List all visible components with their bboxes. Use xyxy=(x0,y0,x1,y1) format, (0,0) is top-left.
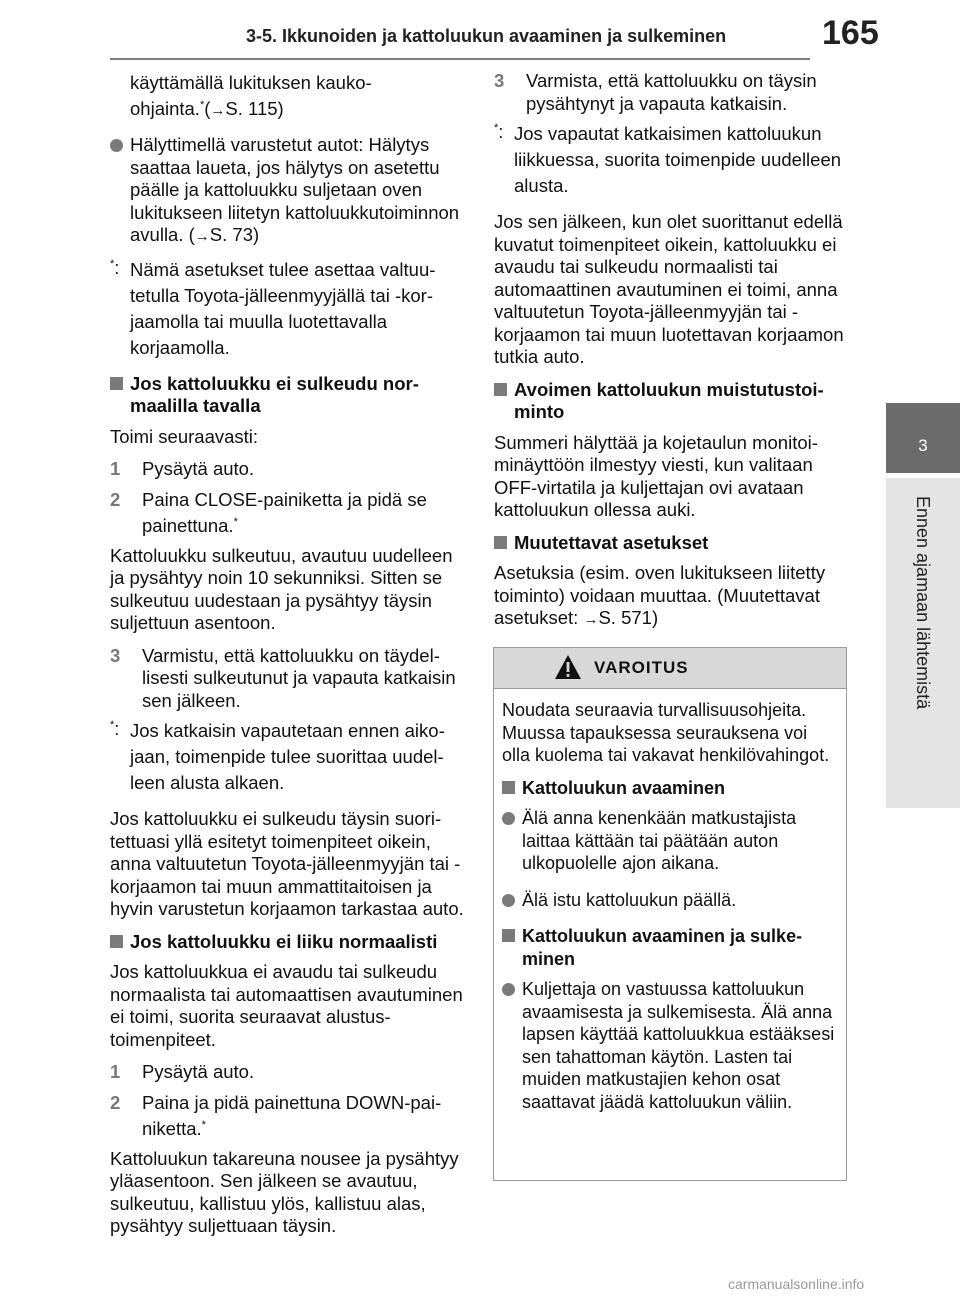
bullet-text: Älä istu kattoluukun päällä. xyxy=(522,889,737,910)
footnote-text: Jos katkaisin vapautetaan ennen aikojaan, toimenpide tulee suorittaa uudelleen alusta alkaen. xyxy=(130,720,445,793)
section-heading xyxy=(110,373,466,418)
warning-triangle-icon xyxy=(554,654,582,680)
arrow-right-icon: → xyxy=(210,102,226,119)
asterisk-icon: *: xyxy=(494,121,504,142)
bullet-text: Kuljettaja on vastuussa kattoluukun avaamisesta ja sulkemisesta. Älä anna lapsen käyttää kattoluukkua estääksesi sen tahattoman käytön. Lasten tai muiden matkustajien kehon osat saattavat jäädä kattoluukun väliin. xyxy=(522,979,835,1112)
square-bullet-icon xyxy=(110,377,123,390)
header-divider xyxy=(110,58,810,60)
page-reference: S. 571) xyxy=(598,607,659,628)
paragraph: Kattoluukku sulkeutuu, avautuu uudelleen ja pysähtyy noin 10 sekunniksi. Sitten se sulkeutuu uudestaan ja pysähtyy täysin suljettuun asentoon. xyxy=(110,544,453,633)
bullet-text: Älä anna kenenkään matkustajista laittaa kättään tai päätään auton ulkopuolelle ajon aikana. xyxy=(522,808,797,873)
text: käyttämällä lukituksen kauko- xyxy=(130,72,372,93)
footnote xyxy=(110,718,466,796)
paragraph xyxy=(494,562,846,632)
page-header xyxy=(0,0,960,70)
step-number: 2 xyxy=(110,488,121,510)
paragraph: Jos kattoluukkua ei avaudu tai sulkeudu normaalista tai automaattisen avautuminen ei toimi, suorita seuraavat alustustoimenpiteet. xyxy=(110,961,463,1050)
chapter-tab: 3 xyxy=(886,403,960,473)
left-column xyxy=(110,70,466,1248)
heading-text: Kattoluukun avaaminen xyxy=(522,777,726,798)
section-heading xyxy=(494,379,846,424)
list-item xyxy=(502,889,840,912)
square-bullet-icon xyxy=(502,929,515,942)
step-text: Paina ja pidä painettuna DOWN-painiketta. xyxy=(142,1091,442,1139)
right-column xyxy=(494,70,846,642)
list-item xyxy=(502,978,840,1113)
asterisk-icon: *: xyxy=(110,718,120,739)
chapter-label: Ennen ajamaan lähtemistä xyxy=(913,496,933,710)
step-item xyxy=(110,1061,466,1084)
heading-text: Kattoluukun avaaminen ja sulkeminen xyxy=(522,926,803,969)
square-bullet-icon xyxy=(110,935,123,948)
text: ohjainta. xyxy=(130,98,200,119)
arrow-right-icon: → xyxy=(583,611,599,628)
watermark-text: carmanualsonline.info xyxy=(728,1276,865,1292)
step-text: Pysäytä auto. xyxy=(142,1061,255,1082)
heading-text: Muutettavat asetukset xyxy=(514,531,709,553)
bullet-icon xyxy=(502,983,515,996)
heading-text: Jos kattoluukku ei sulkeudu normaalilla tavalla xyxy=(130,372,419,416)
step-item xyxy=(494,70,846,115)
warning-title: VAROITUS xyxy=(594,658,689,677)
arrow-right-icon: → xyxy=(194,228,210,245)
list-item xyxy=(502,807,840,875)
paragraph: Jos kattoluukku ei sulkeudu täysin suoritettuasi yllä esitetyt toimenpiteet oikein, anna valtuutetun Toyota-jälleenmyyjän tai -korjaamon tai muun ammattitaitoisen ja hyvin varustetun korjaamon tarkastaa auto. xyxy=(110,808,464,919)
step-number: 3 xyxy=(110,644,121,666)
page-reference: S. 115) xyxy=(225,98,284,119)
warning-body xyxy=(494,689,846,1113)
step-text: Pysäytä auto. xyxy=(142,458,255,479)
footnote-text: Jos vapautat katkaisimen kattoluukun liikkuessa, suorita toimenpide uudelleen alusta. xyxy=(514,123,842,196)
square-bullet-icon xyxy=(494,383,507,396)
bullet-icon xyxy=(110,139,123,152)
continued-text: käyttämällä lukituksen kauko- ohjainta.*(→S. 115) xyxy=(130,72,372,119)
paragraph: Jos sen jälkeen, kun olet suorittanut edellä kuvatut toimenpiteet oikein, kattoluukku ei avaudu tai sulkeudu normaalisti tai automaattinen avautuminen ei toimi, anna valtuutetun Toyota-jälleenmyyjän tai -korjaamon tai muun luotettavan korjaamon tutkia auto. xyxy=(494,211,844,367)
page-number: 165 xyxy=(822,14,879,52)
step-item xyxy=(110,645,466,713)
text: Asetuksia (esim. oven lukitukseen liitetty toiminto) voidaan muuttaa. (Muutettavat asetukset: xyxy=(494,562,826,628)
step-number: 1 xyxy=(110,1061,121,1082)
heading-text: Avoimen kattoluukun muistutustoiminto xyxy=(514,378,824,422)
step-item: 2 Paina CLOSE-painiketta ja pidä se painettuna.* xyxy=(110,488,427,536)
footnote-text: Nämä asetukset tulee asettaa valtuutetulla Toyota-jälleenmyyjällä tai -korjaamolla tai muulla luotettavalla korjaamolla. xyxy=(130,258,436,358)
section-heading xyxy=(110,931,466,954)
step-text: Varmista, että kattoluukku on täysin pysähtynyt ja vapauta katkaisin. xyxy=(526,70,817,114)
footnote xyxy=(110,257,466,361)
warning-heading xyxy=(502,777,840,800)
step-text: Paina CLOSE-painiketta ja pidä se painettuna. xyxy=(142,488,427,536)
bullet-icon xyxy=(502,894,515,907)
section-heading xyxy=(494,532,846,555)
paragraph: Kattoluukun takareuna nousee ja pysähtyy yläasentoon. Sen jälkeen se avautuu, sulkeutuu, kallistuu ylös, kallistuu alas, pysähtyy suljettuaan täysin. xyxy=(110,1147,459,1236)
section-title: 3-5. Ikkunoiden ja kattoluukun avaaminen ja sulkeminen xyxy=(246,26,727,46)
paragraph: Summeri hälyttää ja kojetaulun monitoiminäyttöön ilmestyy viesti, kun valitaan OFF-virtatila ja kuljettajan ovi avataan kattoluukun ollessa auki. xyxy=(494,431,818,520)
list-item xyxy=(110,134,466,249)
heading-text: Jos kattoluukku ei liiku normaalisti xyxy=(130,930,438,952)
footnote xyxy=(494,121,846,199)
page-reference: S. 73) xyxy=(209,224,260,245)
square-bullet-icon xyxy=(494,536,507,549)
square-bullet-icon xyxy=(502,781,515,794)
bullet-icon xyxy=(502,812,515,825)
warning-intro: Noudata seuraavia turvallisuusohjeita. Muussa tapauksessa seurauksena voi olla kuolema tai vakavat henkilövahingot. xyxy=(502,700,830,765)
step-text: Varmistu, että kattoluukku on täydellisesti sulkeutunut ja vapauta katkaisin sen jälkeen. xyxy=(142,644,456,711)
paragraph: Toimi seuraavasti: xyxy=(110,425,259,447)
bullet-text: Hälyttimellä varustetut autot: Hälytys saattaa laueta, jos hälytys on asetettu päälle ja kattoluukku suljetaan oven lukitukseen liitetyn kattoluukkutoiminnon avulla. ( xyxy=(130,134,460,245)
step-number: 3 xyxy=(494,70,505,91)
asterisk-icon: *: xyxy=(110,256,120,278)
step-item: 2 Paina ja pidä painettuna DOWN-painiketta.* xyxy=(110,1091,442,1139)
warning-heading xyxy=(502,925,840,970)
step-number: 2 xyxy=(110,1091,121,1113)
step-item xyxy=(110,458,466,481)
step-number: 1 xyxy=(110,458,121,479)
warning-box xyxy=(493,647,847,1181)
warning-header xyxy=(494,648,846,689)
